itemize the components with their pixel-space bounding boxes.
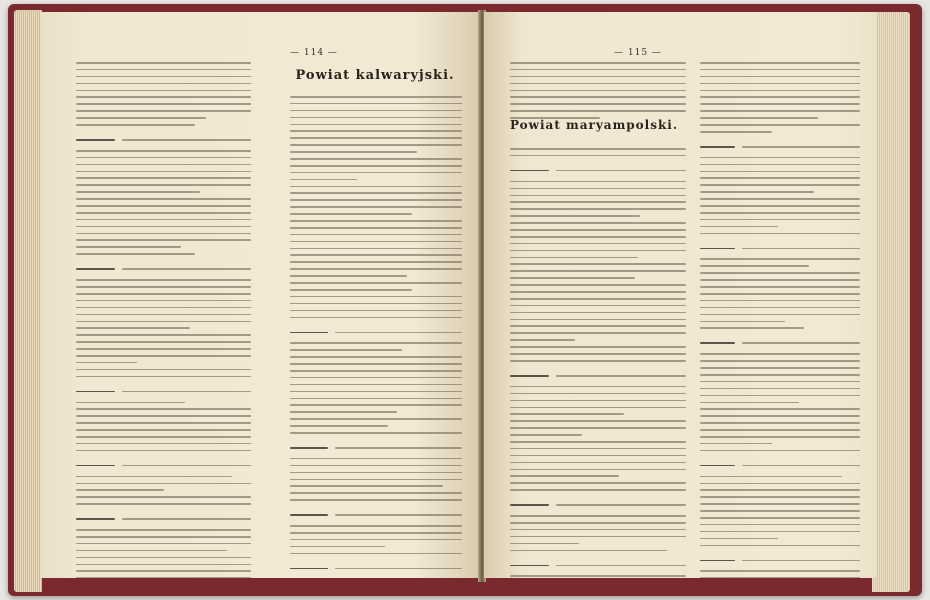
text-line [510, 155, 686, 157]
text-line [700, 233, 860, 235]
text-line [700, 293, 860, 295]
text-line [510, 170, 549, 172]
text-line [510, 103, 686, 105]
text-line [290, 377, 462, 379]
text-line [510, 319, 686, 321]
text-line [290, 479, 462, 481]
text-line [76, 503, 251, 505]
text-line [510, 529, 686, 531]
text-line [76, 348, 251, 350]
text-line [122, 518, 252, 520]
text-line [700, 184, 860, 186]
text-line [510, 236, 686, 238]
text-line [290, 425, 388, 427]
text-line [290, 179, 357, 181]
left-section-heading: Powiat kalwaryjski. [295, 68, 455, 83]
text-line [700, 157, 860, 159]
text-line [510, 250, 686, 252]
text-line [700, 177, 860, 179]
text-line [700, 103, 860, 105]
text-line [510, 550, 667, 552]
text-line [700, 429, 860, 431]
text-line [76, 536, 251, 538]
text-line [76, 110, 251, 112]
text-line [290, 206, 462, 208]
text-line [510, 386, 686, 388]
text-line [290, 432, 462, 434]
text-line [700, 381, 860, 383]
text-line [510, 90, 686, 92]
text-line [700, 531, 860, 533]
text-line [290, 282, 462, 284]
text-line [76, 314, 251, 316]
text-line [700, 422, 860, 424]
text-line [700, 395, 860, 397]
text-line [76, 543, 251, 545]
text-line [76, 253, 195, 255]
text-line [700, 300, 860, 302]
right-text-column-1-lower [510, 148, 686, 578]
text-line [510, 201, 686, 203]
text-line [510, 375, 549, 377]
text-line [76, 443, 251, 445]
text-line [290, 553, 462, 555]
text-line [700, 476, 842, 478]
text-line [76, 476, 232, 478]
right-page [484, 12, 876, 578]
text-line [122, 139, 252, 141]
text-line [510, 277, 635, 279]
text-line [290, 398, 462, 400]
text-line [510, 515, 686, 517]
text-line [510, 536, 686, 538]
text-line [76, 198, 251, 200]
text-line [290, 137, 462, 139]
text-line [700, 353, 860, 355]
text-line [76, 321, 251, 323]
text-line [290, 568, 328, 570]
text-line [700, 96, 860, 98]
text-line [290, 349, 402, 351]
text-line [290, 248, 462, 250]
text-line [700, 307, 860, 309]
text-line [290, 356, 462, 358]
text-line [76, 103, 251, 105]
text-line [510, 195, 686, 197]
text-line [76, 550, 227, 552]
text-line [290, 492, 462, 494]
text-line [76, 246, 181, 248]
text-line [290, 363, 462, 365]
text-line [700, 76, 860, 78]
text-line [510, 332, 686, 334]
text-line [700, 131, 772, 133]
text-line [700, 265, 809, 267]
text-line [290, 485, 443, 487]
text-line [510, 83, 686, 85]
text-line [510, 504, 549, 506]
text-line [700, 279, 860, 281]
text-line [76, 564, 251, 566]
text-line [510, 434, 582, 436]
text-line [76, 212, 251, 214]
text-line [290, 172, 462, 174]
text-line [700, 314, 860, 316]
text-line [700, 342, 735, 344]
text-line [76, 496, 251, 498]
text-line [510, 188, 686, 190]
text-line [335, 568, 462, 570]
text-line [742, 560, 860, 562]
text-line [76, 307, 251, 309]
text-line [700, 367, 860, 369]
text-line [290, 213, 412, 215]
text-line [76, 391, 115, 393]
text-line [290, 384, 462, 386]
text-line [290, 151, 417, 153]
text-line [700, 402, 799, 404]
text-line [742, 465, 860, 467]
text-line [122, 465, 252, 467]
page-edges-left [14, 10, 42, 592]
text-line [510, 110, 686, 112]
text-line [76, 177, 251, 179]
text-line [510, 448, 686, 450]
text-line [510, 284, 686, 286]
text-line [76, 157, 251, 159]
text-line [700, 517, 860, 519]
text-line [76, 355, 251, 357]
text-line [76, 226, 251, 228]
right-text-column-2 [700, 62, 860, 578]
text-line [76, 171, 251, 173]
text-line [700, 408, 860, 410]
text-line [335, 514, 462, 516]
text-line [700, 146, 735, 148]
text-line [290, 370, 462, 372]
text-line [700, 510, 860, 512]
text-line [76, 577, 251, 578]
text-line [700, 496, 860, 498]
text-line [76, 90, 251, 92]
text-line [290, 342, 462, 344]
text-line [510, 257, 638, 259]
text-line [742, 342, 860, 344]
text-line [76, 300, 251, 302]
text-line [700, 436, 860, 438]
text-line [290, 275, 407, 277]
text-line [510, 462, 686, 464]
text-line [76, 184, 251, 186]
text-line [290, 234, 462, 236]
text-line [700, 489, 860, 491]
text-line [76, 96, 251, 98]
text-line [700, 577, 860, 578]
text-line [700, 219, 860, 221]
text-line [510, 522, 686, 524]
text-line [700, 321, 785, 323]
text-line [700, 69, 860, 71]
text-line [510, 208, 686, 210]
text-line [290, 514, 328, 516]
text-line [556, 565, 686, 567]
text-line [76, 139, 115, 141]
text-line [290, 546, 385, 548]
text-line [742, 146, 860, 148]
text-line [290, 317, 462, 319]
text-line [290, 418, 462, 420]
text-line [700, 503, 860, 505]
text-line [290, 220, 462, 222]
text-line [700, 110, 860, 112]
text-line [76, 124, 195, 126]
right-page-number: — 115 — [614, 48, 662, 58]
text-line [76, 341, 251, 343]
text-line [510, 148, 686, 150]
text-line [556, 504, 686, 506]
text-line [76, 376, 251, 378]
text-line [290, 158, 462, 160]
text-line [510, 393, 686, 395]
text-line [510, 229, 686, 231]
text-line [76, 436, 251, 438]
text-line [76, 369, 251, 371]
text-line [76, 205, 251, 207]
text-line [510, 243, 686, 245]
text-line [700, 171, 860, 173]
text-line [510, 69, 686, 71]
text-line [290, 110, 462, 112]
text-line [290, 391, 462, 393]
text-line [510, 222, 686, 224]
text-line [76, 83, 251, 85]
text-line [700, 272, 860, 274]
text-line [700, 483, 860, 485]
text-line [700, 164, 860, 166]
text-line [700, 117, 818, 119]
text-line [290, 199, 462, 201]
text-line [290, 124, 462, 126]
text-line [76, 334, 251, 336]
text-line [290, 103, 462, 105]
text-line [335, 447, 462, 449]
text-line [510, 543, 579, 545]
text-line [76, 293, 251, 295]
text-line [76, 150, 251, 152]
text-line [290, 411, 397, 413]
text-line [510, 215, 640, 217]
text-line [122, 391, 252, 393]
text-line [700, 465, 735, 467]
text-line [510, 575, 686, 577]
text-line [700, 545, 860, 547]
text-line [510, 339, 575, 341]
text-line [510, 420, 686, 422]
text-line [700, 286, 860, 288]
text-line [290, 525, 462, 527]
text-line [510, 469, 686, 471]
text-line [510, 325, 686, 327]
text-line [556, 375, 686, 377]
text-line [290, 465, 462, 467]
text-line [76, 219, 251, 221]
right-text-column-1 [510, 62, 686, 124]
text-line [76, 239, 251, 241]
text-line [510, 62, 686, 64]
text-line [76, 429, 251, 431]
text-line [290, 165, 462, 167]
text-line [76, 402, 185, 404]
text-line [700, 450, 860, 452]
text-line [700, 388, 860, 390]
text-line [700, 570, 860, 572]
text-line [290, 296, 462, 298]
text-line [290, 499, 462, 501]
text-line [700, 560, 735, 562]
text-line [290, 310, 462, 312]
text-line [700, 62, 860, 64]
text-line [290, 472, 462, 474]
text-line [290, 539, 462, 541]
text-line [290, 332, 328, 334]
text-line [510, 407, 686, 409]
text-line [76, 483, 251, 485]
text-line [290, 447, 328, 449]
text-line [510, 76, 686, 78]
text-line [290, 130, 462, 132]
text-line [76, 570, 251, 572]
text-line [290, 192, 462, 194]
text-line [700, 415, 860, 417]
text-line [290, 261, 462, 263]
text-line [510, 353, 686, 355]
right-section-heading: Powiat maryampolski. [509, 118, 679, 132]
text-line [510, 305, 686, 307]
left-text-column-2 [290, 96, 462, 578]
text-line [700, 124, 860, 126]
text-line [76, 76, 251, 78]
text-line [76, 69, 251, 71]
text-line [290, 404, 462, 406]
text-line [510, 346, 686, 348]
text-line [76, 233, 251, 235]
text-line [76, 62, 251, 64]
text-line [700, 327, 804, 329]
text-line [290, 227, 462, 229]
text-line [290, 532, 462, 534]
left-text-column-1 [76, 62, 251, 578]
text-line [510, 482, 686, 484]
text-line [290, 458, 462, 460]
text-line [510, 263, 686, 265]
text-line [290, 186, 462, 188]
text-line [510, 489, 686, 491]
text-line [510, 427, 686, 429]
text-line [76, 415, 251, 417]
text-line [510, 291, 686, 293]
text-line [335, 332, 462, 334]
text-line [76, 191, 200, 193]
text-line [700, 374, 860, 376]
text-line [700, 83, 860, 85]
text-line [700, 205, 860, 207]
text-line [290, 117, 462, 119]
text-line [510, 475, 619, 477]
text-line [290, 254, 462, 256]
text-line [700, 248, 735, 250]
text-line [76, 518, 115, 520]
text-line [290, 144, 462, 146]
text-line [76, 465, 115, 467]
text-line [700, 90, 860, 92]
text-line [700, 212, 860, 214]
text-line [556, 170, 686, 172]
text-line [700, 538, 778, 540]
text-line [510, 298, 686, 300]
text-line [700, 524, 860, 526]
text-line [76, 286, 251, 288]
text-line [76, 117, 206, 119]
text-line [76, 489, 164, 491]
text-line [700, 198, 860, 200]
text-line [76, 557, 251, 559]
text-line [510, 181, 686, 183]
text-line [76, 529, 251, 531]
text-line [700, 258, 860, 260]
text-line [290, 96, 462, 98]
text-line [76, 408, 251, 410]
text-line [76, 450, 251, 452]
text-line [700, 226, 778, 228]
text-line [700, 191, 814, 193]
page-edges-right [872, 12, 910, 592]
text-line [76, 422, 251, 424]
text-line [290, 289, 412, 291]
text-line [510, 400, 686, 402]
text-line [742, 248, 860, 250]
text-line [76, 164, 251, 166]
text-line [510, 312, 686, 314]
text-line [510, 96, 686, 98]
text-line [76, 279, 251, 281]
left-page [40, 12, 480, 578]
text-line [290, 303, 462, 305]
text-line [510, 413, 624, 415]
text-line [510, 360, 686, 362]
text-line [290, 268, 462, 270]
text-line [510, 565, 549, 567]
text-line [76, 327, 190, 329]
text-line [290, 241, 462, 243]
text-line [510, 441, 686, 443]
text-line [510, 270, 686, 272]
text-line [122, 268, 252, 270]
text-line [76, 362, 137, 364]
text-line [76, 268, 115, 270]
left-page-number: — 114 — [290, 48, 338, 58]
text-line [700, 443, 772, 445]
text-line [700, 360, 860, 362]
text-line [510, 455, 686, 457]
